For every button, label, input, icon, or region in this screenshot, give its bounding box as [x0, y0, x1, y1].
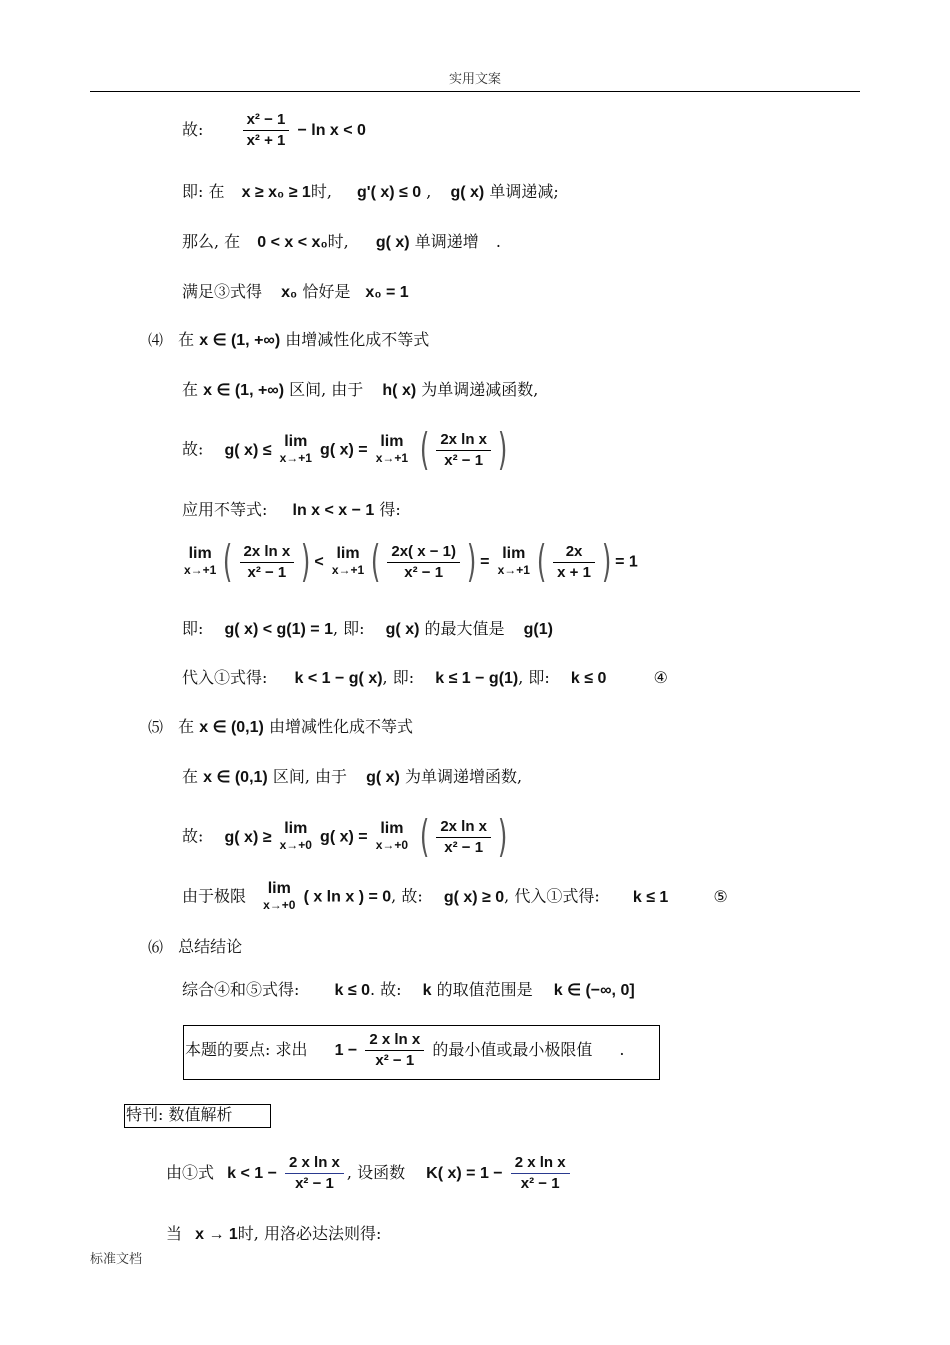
line-12: [182, 811, 511, 862]
text: 的最大值是: [424, 619, 505, 638]
line-7: [182, 498, 401, 523]
page-footer: 标准文档: [90, 1252, 143, 1267]
math-expr: 1 −: [334, 1042, 358, 1059]
math-expr: k: [422, 982, 432, 999]
lead-text: 满足③式得: [182, 282, 263, 301]
fraction-numerator: 2 x ln x: [365, 1030, 424, 1051]
math-condition: 0 < x < x₀: [257, 234, 328, 251]
section-title: 总结结论: [178, 937, 243, 956]
section-number: ⑹: [148, 938, 164, 956]
right-paren: ): [497, 811, 508, 862]
limit-subscript: x→+1: [279, 451, 312, 465]
limit-subscript: x→+0: [263, 898, 296, 912]
math-expr: g( x): [385, 621, 420, 638]
text: 的最小值或最小极限值: [432, 1040, 593, 1059]
left-paren: (: [536, 536, 547, 587]
text: 区间, 由于: [272, 767, 348, 786]
right-paren: ): [301, 536, 311, 587]
lead-text: 那么, 在: [182, 232, 241, 251]
math-expr: k ≤ 1: [632, 888, 669, 906]
math-expr: g( x): [366, 769, 400, 786]
fraction-denominator: x² − 1: [520, 1175, 560, 1192]
math-set: x ∈ (0,1): [203, 769, 268, 786]
text: 由增减性化成不等式: [285, 330, 430, 349]
math-expr: g( x) ≥ 0: [443, 888, 505, 906]
limit-subscript: x→+1: [184, 563, 217, 577]
line-9: [182, 617, 553, 642]
math-expr: g( x) ≤: [224, 441, 272, 459]
text: , 即:: [518, 668, 550, 687]
lead-text: 综合④和⑤式得:: [182, 980, 300, 999]
text: 为单调递减函数,: [421, 380, 539, 399]
limit-operator: lim: [284, 433, 308, 450]
math-expr: g( x) < g(1) = 1: [224, 621, 333, 638]
limit-operator: lim: [380, 820, 404, 837]
math-expr: k ≤ 0: [570, 670, 607, 687]
lead-text: 故:: [182, 826, 204, 846]
fraction-denominator: x² − 1: [444, 451, 484, 469]
fraction: [553, 542, 595, 583]
fraction: [365, 1030, 424, 1071]
lead-text: 由于极限: [182, 886, 247, 906]
line-5: [182, 378, 538, 403]
section-number: ⑷: [148, 331, 164, 349]
fraction: [511, 1153, 570, 1194]
limit: [376, 433, 408, 467]
text: 在: [178, 717, 195, 736]
right-paren: ): [601, 536, 612, 587]
fraction: [436, 817, 491, 858]
math-expr: − ln x < 0: [297, 122, 366, 139]
math-expr: g( x): [450, 184, 485, 201]
math-set: x ∈ (1, +∞): [199, 332, 281, 349]
limit-subscript: x→+1: [375, 451, 409, 465]
line-4: [182, 280, 409, 305]
text: 在: [178, 330, 195, 349]
left-paren: (: [420, 811, 430, 862]
math-operator: =: [480, 553, 490, 571]
math-expr: h( x): [382, 382, 417, 399]
math-expr: g( x): [375, 234, 410, 251]
key-point-line: [185, 1030, 625, 1071]
text: . 故:: [369, 980, 402, 999]
limit: [184, 545, 216, 579]
fraction-numerator: x² − 1: [243, 110, 290, 131]
text: 在: [182, 380, 199, 399]
fraction-denominator: x² − 1: [375, 1052, 415, 1069]
left-paren: (: [420, 424, 430, 475]
page-header: 实用文案: [448, 72, 501, 87]
math-expr: g( x) ≥: [224, 828, 272, 846]
limit: [376, 820, 408, 854]
fraction-numerator: 2 x ln x: [511, 1153, 570, 1174]
lead-text: 代入①式得:: [182, 668, 268, 687]
fraction-numerator: 2 x ln x: [285, 1153, 344, 1174]
math-expr: k < 1 −: [227, 1165, 277, 1182]
math-set: x ∈ (0,1): [199, 719, 264, 736]
lead-text: 当: [166, 1224, 183, 1243]
section-5-heading: [148, 715, 413, 740]
right-paren: ): [497, 424, 508, 475]
lead-text: 由①式: [166, 1163, 215, 1182]
limit-subscript: x→+1: [497, 563, 530, 577]
math-expr: K( x) = 1 −: [426, 1165, 503, 1182]
limit: [280, 820, 312, 854]
equation-marker: ④: [653, 668, 668, 687]
text: 在: [182, 767, 199, 786]
fraction: [240, 542, 295, 583]
line-14: [182, 978, 635, 1003]
limit: [263, 880, 295, 914]
math-expr: g( x) =: [320, 828, 368, 846]
section-6-heading: [148, 935, 242, 959]
fraction-numerator: 2x ln x: [240, 542, 295, 563]
math-expr: k ∈ (−∞, 0]: [553, 982, 635, 999]
header-rule: [90, 91, 860, 92]
left-paren: (: [223, 536, 233, 587]
math-expr: x₀ = 1: [365, 284, 409, 301]
math-expr: ln x < x − 1: [292, 502, 375, 519]
line-10: [182, 666, 668, 691]
lead-text: 应用不等式:: [182, 500, 268, 519]
lead-text: 即:: [182, 619, 204, 638]
line-2: [182, 180, 559, 205]
text: 为单调递增函数,: [404, 767, 523, 786]
math-expr: x₀: [281, 284, 298, 301]
special-label: 特刊: 数值解析: [126, 1105, 233, 1124]
math-condition: x ≥ x₀ ≥ 1: [241, 184, 311, 201]
fraction-denominator: x² − 1: [404, 563, 444, 581]
equation-marker: ⑤: [713, 886, 728, 906]
section-number: ⑸: [148, 718, 164, 736]
fraction: [243, 110, 290, 151]
limit-subscript: x→+0: [279, 838, 312, 852]
limit-operator: lim: [336, 545, 360, 562]
fraction-numerator: 2x: [553, 542, 595, 563]
text: .: [495, 232, 501, 251]
text: 恰好是: [302, 282, 351, 301]
fraction-numerator: 2x( x − 1): [387, 542, 460, 563]
line-8: [184, 536, 638, 587]
line-15: [166, 1153, 573, 1194]
fraction-denominator: x + 1: [557, 563, 591, 581]
limit: [498, 545, 530, 579]
left-paren: (: [371, 536, 381, 587]
text: 的取值范围是: [436, 980, 533, 999]
limit: [280, 433, 312, 467]
fraction: [436, 430, 491, 471]
math-expr: k ≤ 1 − g(1): [435, 670, 519, 687]
math-expr: k ≤ 0: [334, 982, 370, 999]
text: , 即:: [382, 668, 415, 687]
limit-operator: lim: [502, 545, 526, 562]
text: 单调递增: [414, 232, 479, 251]
text: 时, 用洛必达法则得:: [237, 1224, 382, 1243]
line-6: [182, 424, 511, 475]
text: 时,: [327, 232, 349, 251]
math-expr: g'( x) ≤ 0: [357, 184, 422, 201]
line-3: [182, 230, 501, 255]
text: 由增减性化成不等式: [268, 717, 413, 736]
math-set: x ∈ (1, +∞): [203, 382, 285, 399]
section-4-heading: [148, 328, 429, 353]
limit-operator: lim: [188, 545, 212, 562]
text: , 代入①式得:: [504, 886, 600, 906]
lead-text: 即: 在: [182, 182, 225, 201]
line-1: [182, 110, 366, 151]
text: 区间, 由于: [289, 380, 364, 399]
lead-text: 故:: [182, 439, 204, 459]
math-operator: <: [314, 553, 324, 571]
math-expr: g( x) =: [320, 441, 368, 459]
limit: [332, 545, 364, 579]
fraction-denominator: x² + 1: [246, 132, 286, 149]
limit-operator: lim: [380, 433, 404, 450]
math-expr: g(1): [523, 621, 553, 638]
text: , 故:: [391, 886, 423, 906]
line-13: [182, 880, 728, 914]
fraction: [387, 542, 460, 583]
limit-operator: lim: [267, 880, 291, 897]
text: 得:: [379, 500, 401, 519]
fraction-denominator: x² − 1: [444, 838, 484, 856]
fraction-denominator: x² − 1: [247, 563, 287, 581]
fraction-denominator: x² − 1: [295, 1175, 334, 1192]
fraction-numerator: 2x ln x: [436, 430, 491, 451]
math-expr: ( x ln x ) = 0: [303, 888, 392, 906]
limit-subscript: x→+1: [331, 563, 365, 577]
limit-subscript: x→+0: [375, 838, 409, 852]
text: , 设函数: [346, 1163, 406, 1182]
text: , 即:: [332, 619, 365, 638]
line-11: [182, 765, 522, 790]
text: .: [619, 1040, 625, 1059]
math-expr: k < 1 − g( x): [294, 670, 383, 687]
lead-text: 本题的要点: 求出: [185, 1040, 308, 1059]
lead-text: 故:: [182, 120, 204, 139]
text: 单调递减;: [489, 182, 559, 201]
text: 时,: [310, 182, 332, 201]
fraction: [285, 1153, 344, 1194]
math-expr: x → 1: [195, 1226, 238, 1243]
text: ,: [426, 182, 432, 201]
math-result: = 1: [615, 553, 638, 571]
limit-operator: lim: [284, 820, 308, 837]
right-paren: ): [466, 536, 477, 587]
fraction-numerator: 2x ln x: [436, 817, 491, 838]
line-16: [166, 1222, 381, 1247]
